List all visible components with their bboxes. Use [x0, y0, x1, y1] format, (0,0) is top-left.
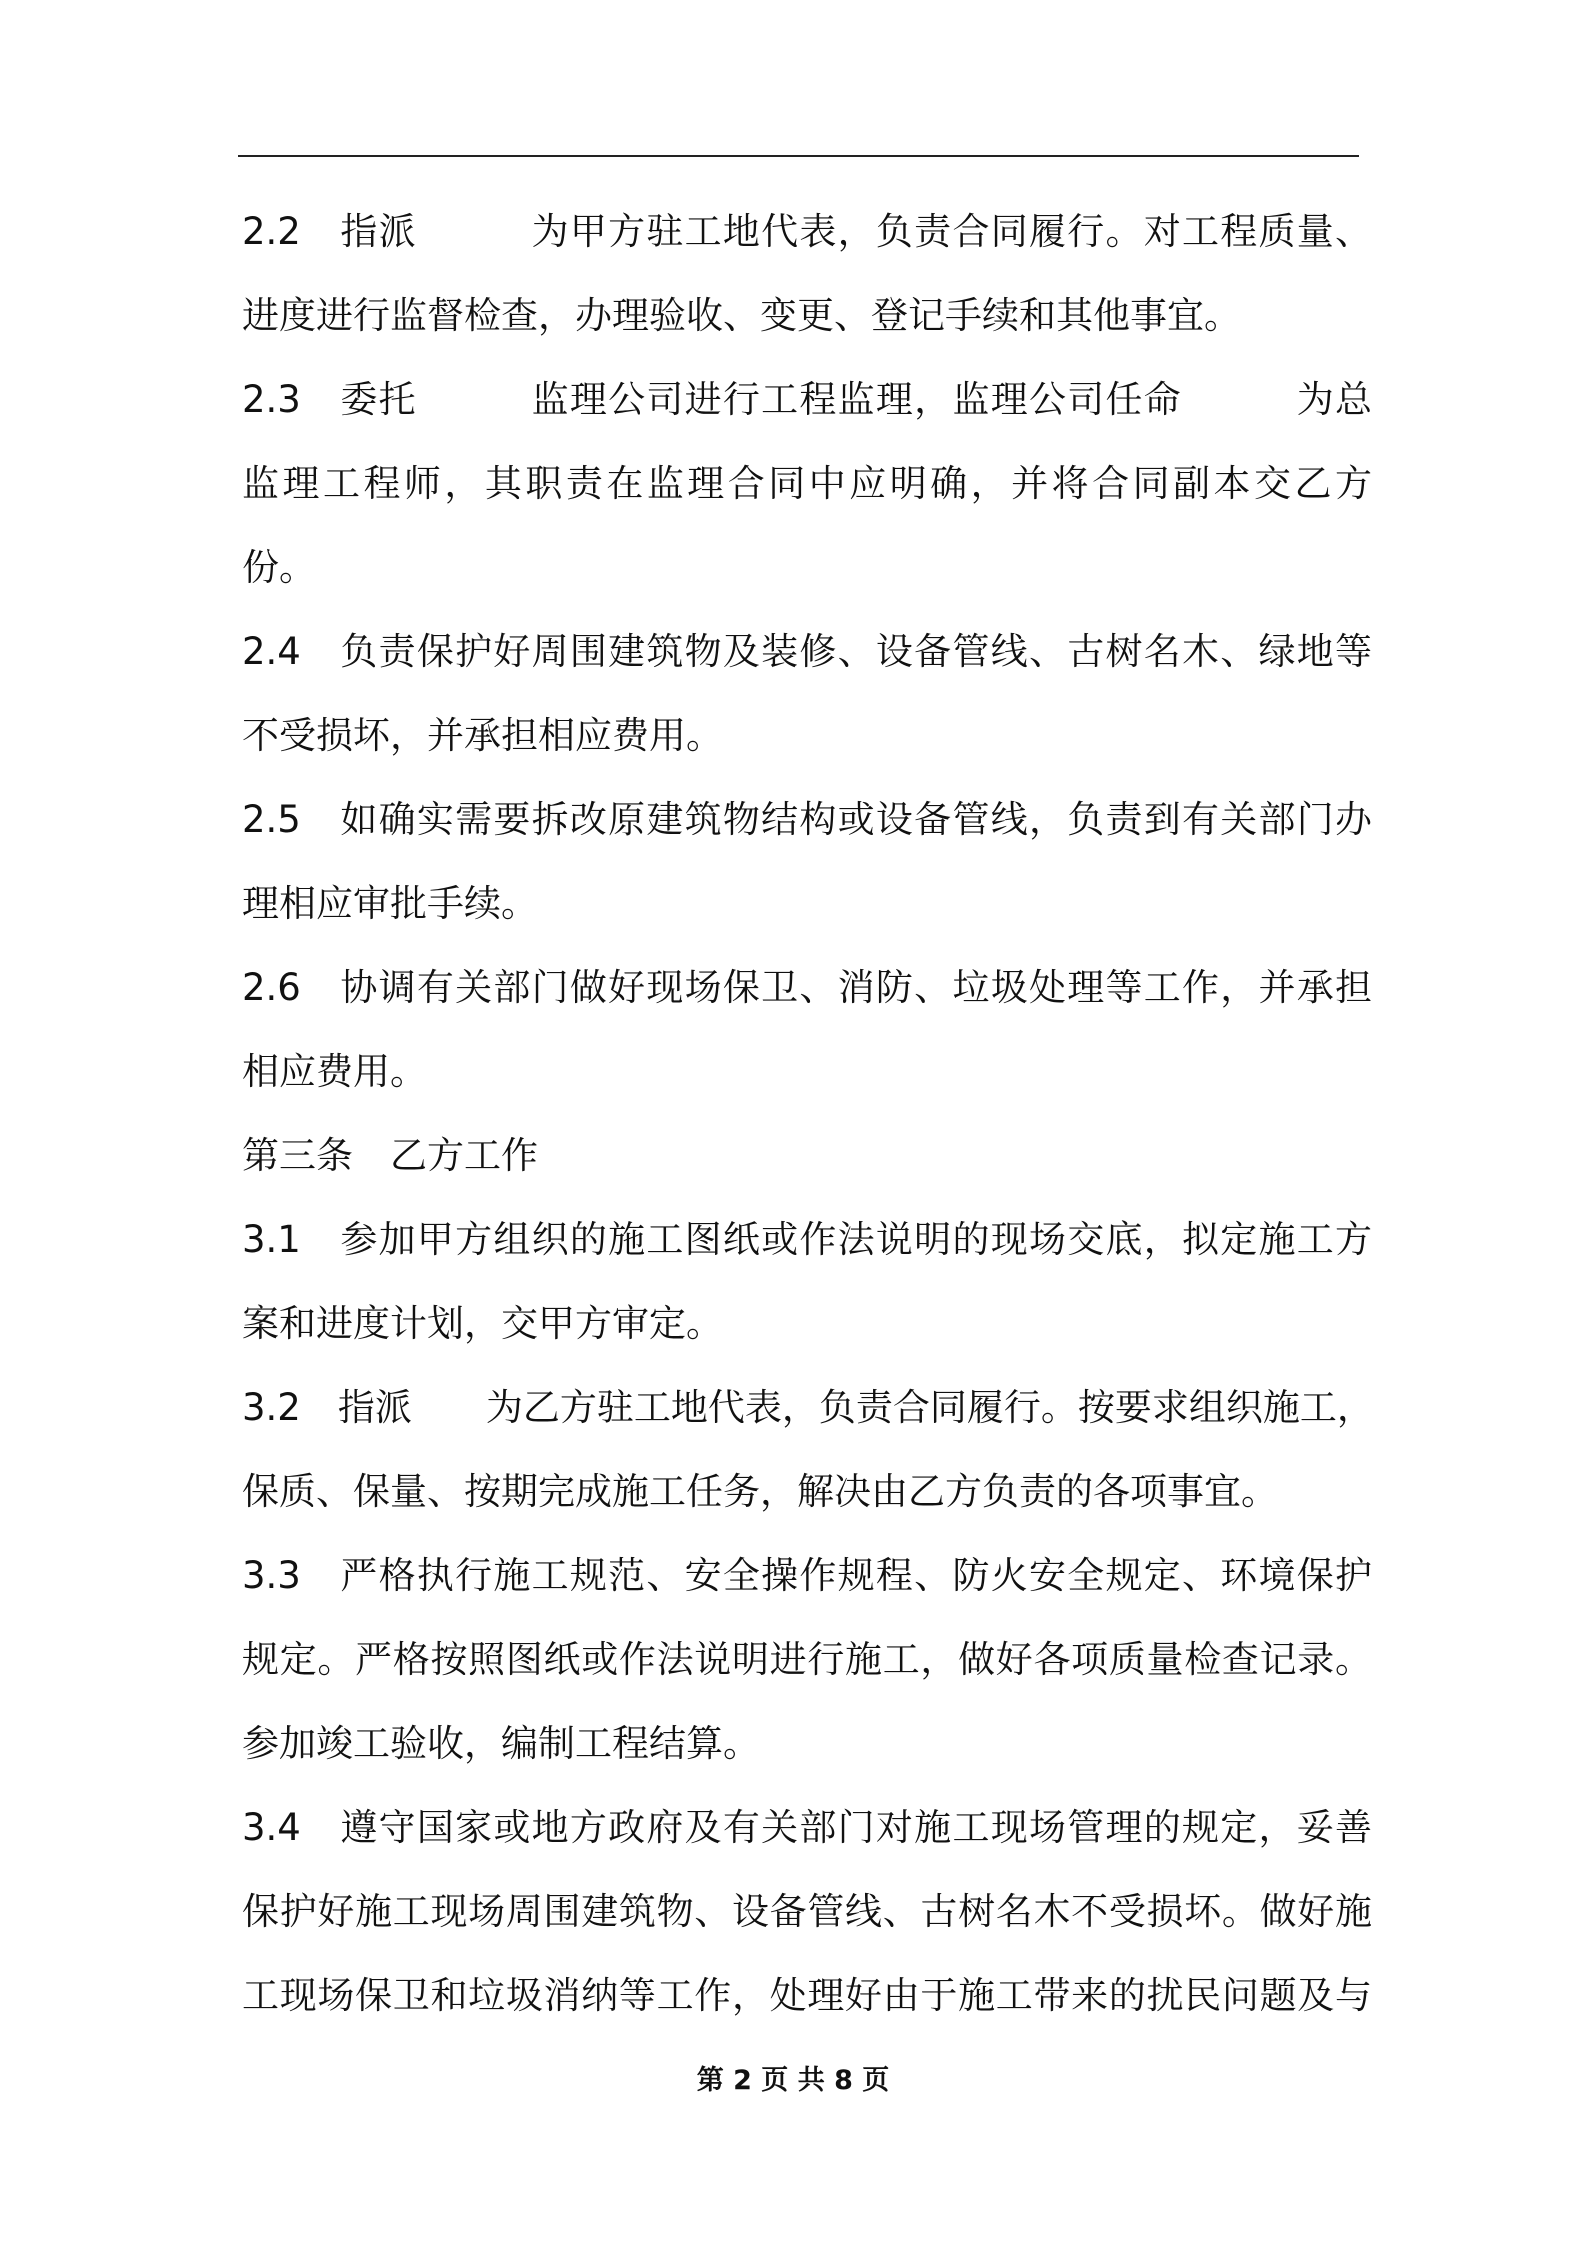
text-line: 不受损坏，并承担相应费用。 [242, 714, 723, 757]
section-heading: 第三条 乙方工作 [242, 1134, 538, 1177]
text-line: 3.2 指派 为乙方驻工地代表，负责合同履行。按要求组织施工， [242, 1386, 1374, 1429]
text-line: 3.3 严格执行施工规范、安全操作规程、防火安全规定、环境保护 [242, 1554, 1372, 1597]
text-line: 理相应审批手续。 [242, 882, 538, 925]
page-number-footer: 第 2 页 共 8 页 [696, 2065, 890, 2096]
text-line: 进度进行监督检查，办理验收、变更、登记手续和其他事宜。 [242, 294, 1241, 337]
text-line: 3.4 遵守国家或地方政府及有关部门对施工现场管理的规定，妥善 [242, 1806, 1372, 1849]
document-body [242, 190, 1372, 2038]
text-line: 案和进度计划，交甲方审定。 [242, 1302, 723, 1345]
text-line: 监理工程师，其职责在监理合同中应明确，并将合同副本交乙方 [242, 462, 1372, 505]
text-line: 2.4 负责保护好周围建筑物及装修、设备管线、古树名木、绿地等 [242, 630, 1372, 673]
text-line: 规定。严格按照图纸或作法说明进行施工，做好各项质量检查记录。 [242, 1638, 1372, 1681]
text-line: 2.6 协调有关部门做好现场保卫、消防、垃圾处理等工作，并承担 [242, 966, 1372, 1009]
text-line: 保质、保量、按期完成施工任务，解决由乙方负责的各项事宜。 [242, 1470, 1278, 1513]
header-rule [238, 155, 1359, 157]
text-line: 2.2 指派 为甲方驻工地代表，负责合同履行。对工程质量、 [242, 210, 1372, 253]
text-line: 保护好施工现场周围建筑物、设备管线、古树名木不受损坏。做好施 [242, 1890, 1372, 1933]
text-line: 份。 [242, 546, 316, 589]
text-line: 相应费用。 [242, 1050, 427, 1093]
text-line: 3.1 参加甲方组织的施工图纸或作法说明的现场交底，拟定施工方 [242, 1218, 1372, 1261]
text-line: 工现场保卫和垃圾消纳等工作，处理好由于施工带来的扰民问题及与 [242, 1974, 1372, 2017]
text-line: 2.5 如确实需要拆改原建筑物结构或设备管线，负责到有关部门办 [242, 798, 1372, 841]
text-line: 2.3 委托 监理公司进行工程监理，监理公司任命 为总 [242, 378, 1372, 421]
text-line: 参加竣工验收，编制工程结算。 [242, 1722, 760, 1765]
